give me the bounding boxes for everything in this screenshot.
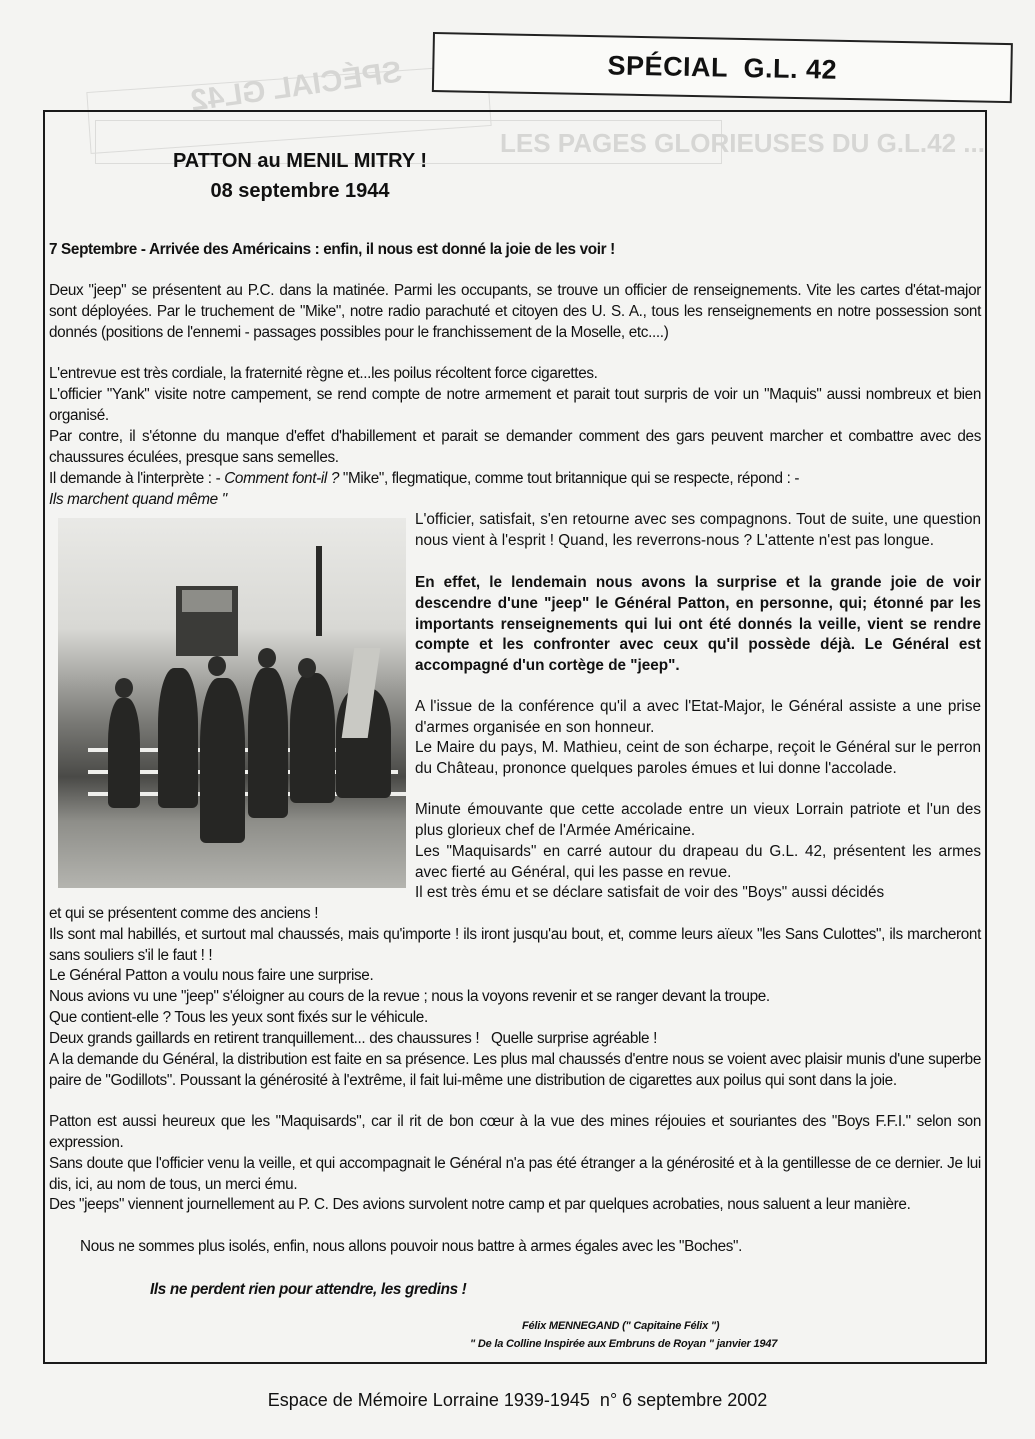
article-title: PATTON au MENIL MITRY ! [172,150,428,172]
special-badge-text: SPÉCIAL G.L. 42 [607,49,838,85]
paragraph-5 [49,469,981,511]
p5-text-2: "Mike", flegmatique, comme tout britannique qui se respecte, répond : - [339,470,800,487]
paragraph-10: Minute émouvante que cette accolade entre un vieux Lorrain patriote et l'un des plus glorieux chef de l'Armée Américaine. [415,801,981,839]
paragraph-6: L'officier, satisfait, s'en retourne avec ses compagnons. Tout de suite, une question nous vient à l'esprit ! Quand, les reverrons-nous ? L'attente n'est pas longue. [415,511,981,549]
paragraph-19: Patton est aussi heureux que les "Maquisards", car il rit de bon cœur à la vue des mines réjouies et souriantes des "Boys F.F.I." selon son expression. [49,1113,981,1151]
footer-publication: Espace de Mémoire Lorraine 1939-1945 n° 6 septembre 2002 [267,1390,768,1410]
p5-italic: Comment font-il ? [224,470,340,487]
paragraph-20: Sans doute que l'officier venu la veille, et qui accompagnait le Général n'a pas été étranger a la générosité et à la gentillesse de ce dernier. Je lui dis, ici, au nom de tous, un merci ému. [49,1155,981,1193]
signature-author: Félix MENNEGAND (" Capitaine Félix ") [522,1320,720,1332]
signature-source: " De la Colline Inspirée aux Embruns de Royan " janvier 1947 [470,1338,778,1350]
paragraph-21: Des "jeeps" viennent journellement au P. C. Des avions survolent notre camp et par quelques acrobaties, nous saluent a leur manière. [49,1196,911,1213]
paragraph-14: Le Général Patton a voulu nous faire une surprise. [49,967,374,984]
paragraph-12b: et qui se présentent comme des anciens ! [49,905,319,922]
paragraph-2: L'entrevue est très cordiale, la fraternité règne et...les poilus récoltent force cigarettes. [49,365,598,382]
subheading: 7 Septembre - Arrivée des Américains : enfin, il nous est donné la joie de les voir ! [49,241,615,258]
closing-text: Ils ne perdent rien pour attendre, les gredins ! [150,1281,467,1298]
p5-quote: Ils marchent quand même " [49,490,227,508]
paragraph-12a: Il est très ému et se déclare satisfait de voir des "Boys" aussi décidés [415,884,885,901]
ghost-title: LES PAGES GLORIEUSES DU G.L.42 ... [500,128,985,158]
paragraph-1: Deux "jeep" se présentent au P.C. dans la matinée. Parmi les occupants, se trouve un officier de renseignements. Vite les cartes d'état-major sont déployées. Par le truchement de "Mike", notre radio parachuté et citoyen des U. S. A., tous les renseignements en notre possession sont donnés (positions de l'ennemi - passages possibles pour le franchissement de la Moselle, etc....) [49,282,981,341]
paragraph-11: Les "Maquisards" en carré autour du drapeau du G.L. 42, présentent les armes avec fierté au Général, qui les passe en revue. [415,843,981,881]
paragraph-13: Ils sont mal habillés, et surtout mal chaussés, mais qu'importe ! ils iront jusqu'au bout, et, comme leurs aïeux "les Sans Culottes", ils marcheront sans souliers s'il le faut ! ! [49,926,981,964]
paragraph-22: Nous ne sommes plus isolés, enfin, nous allons pouvoir nous battre à armes égales avec les "Boches". [80,1238,743,1255]
p5-text: Il demande à l'interprète : - [49,470,225,487]
paragraph-7: En effet, le lendemain nous avons la surprise et la grande joie de voir descendre d'une "jeep" le Général Patton, en personne, qui; étonné par les importants renseignements qui lui ont été donnés la veille, vient se rendre compte et les confronter avec ceux qu'il possède déjà. Le Général est accompagné d'un cortège de "jeep". [415,574,981,675]
paragraph-9: Le Maire du pays, M. Mathieu, ceint de son écharpe, reçoit le Général sur le perron du Château, prononce quelques paroles émues et lui donne l'accolade. [415,739,981,777]
ghost-header: SPÉCIAL GL42 [188,55,405,118]
paragraph-18: A la demande du Général, la distribution est faite en sa présence. Les plus mal chaussés d'entre nous se voient avec plaisir munis d'une superbe paire de "Godillots". Poussant la générosité à l'extrême, il fait lui-même une distribution de cigarettes aux poilus qui sont dans la joie. [49,1051,981,1089]
paragraph-17: Deux grands gaillards en retirent tranquillement... des chaussures ! Quelle surprise agréable ! [49,1030,658,1047]
special-badge [432,32,1013,103]
paragraph-8: A l'issue de la conférence qu'il a avec l'Etat-Major, le Général assiste a une prise d'armes organisée en son honneur. [415,698,981,736]
paragraph-16: Que contient-elle ? Tous les yeux sont fixés sur le véhicule. [49,1009,428,1026]
paragraph-15: Nous avions vu une "jeep" s'éloigner au cours de la revue ; nous la voyons revenir et se ranger devant la troupe. [49,988,770,1005]
paragraph-3: L'officier "Yank" visite notre campement, se rend compte de notre armement et parait tout surpris de voir un "Maquis" aussi nombreux et bien organisé. [49,386,981,424]
paragraph-4: Par contre, il s'étonne du manque d'effet d'habillement et parait se demander comment des gars peuvent marcher et combattre avec des chaussures éculées, presque sans semelles. [49,428,981,466]
article-date: 08 septembre 1944 [210,180,390,202]
closing-line [150,1280,650,1301]
patton-photo [58,518,406,888]
